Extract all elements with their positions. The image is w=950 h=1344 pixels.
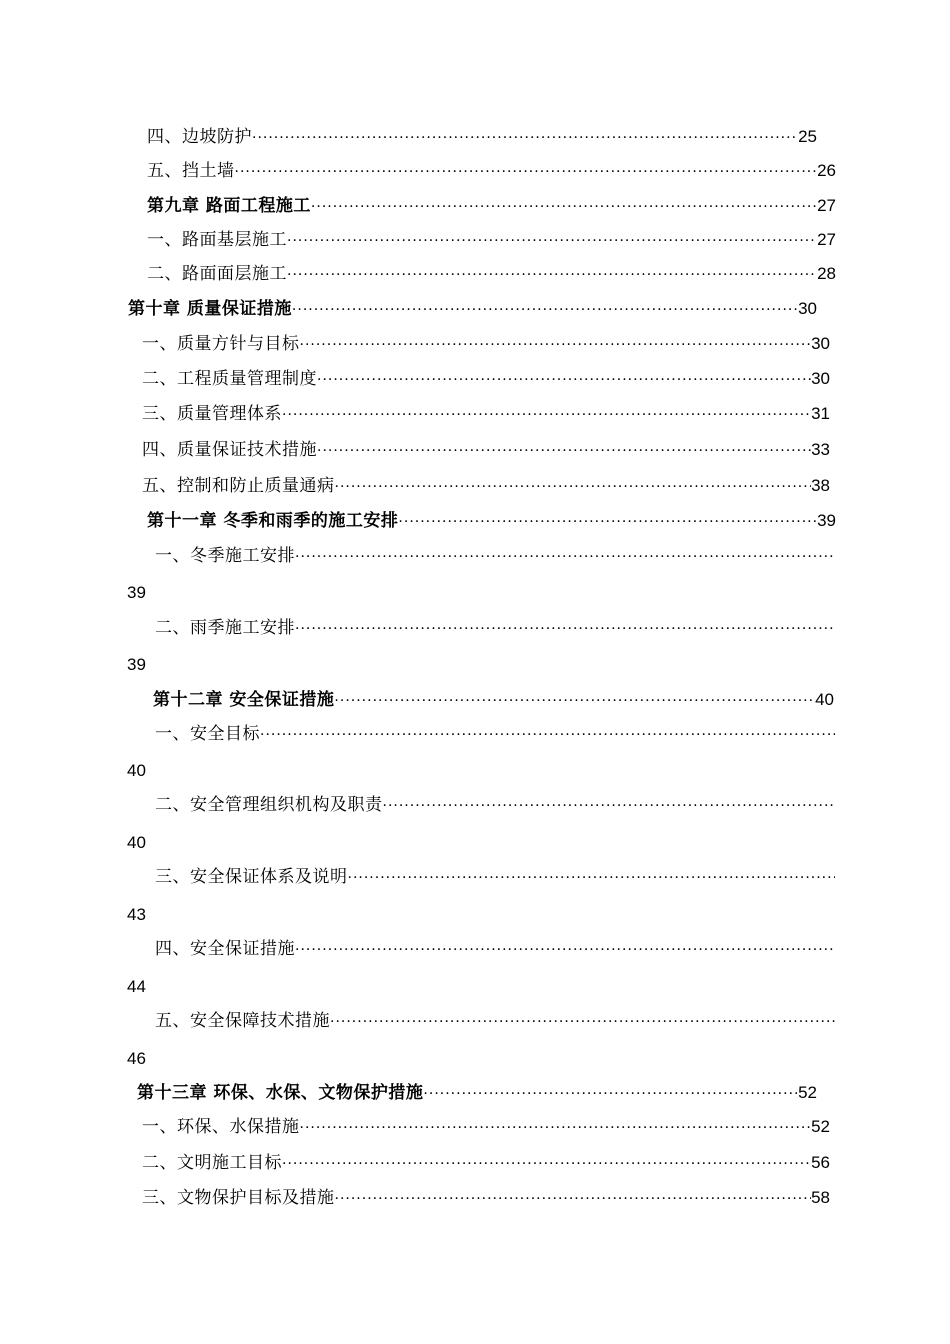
toc-entry <box>155 792 835 818</box>
toc-entry-page: 30 <box>811 334 830 353</box>
toc-entry-page: 31 <box>811 404 830 423</box>
toc-entry <box>147 158 836 184</box>
toc-leader <box>334 688 815 713</box>
toc-leader <box>295 616 835 641</box>
toc-entry <box>155 1008 835 1034</box>
toc-entry <box>155 936 835 962</box>
toc-entry-chapter <box>147 508 836 534</box>
toc-entry-chapter <box>147 193 836 219</box>
toc-entry-title: 四、边坡防护 <box>147 127 252 147</box>
toc-entry-page: 26 <box>817 161 836 180</box>
toc-leader <box>287 262 817 287</box>
toc-entry-page: 33 <box>811 440 830 459</box>
toc-entry-title: 三、安全保证体系及说明 <box>155 867 348 887</box>
toc-entry <box>142 366 830 392</box>
toc-entry-page: 38 <box>811 476 830 495</box>
toc-entry <box>142 331 830 357</box>
toc-entry <box>155 615 835 641</box>
toc-entry <box>142 401 830 427</box>
toc-entry-title: 五、控制和防止质量通病 <box>142 476 335 496</box>
toc-entry-page: 30 <box>798 299 817 318</box>
toc-entry <box>142 473 830 499</box>
toc-entry-title: 四、安全保证措施 <box>155 939 295 959</box>
toc-entry-title: 五、挡土墙 <box>147 161 235 181</box>
toc-entry-chapter <box>137 1080 817 1106</box>
toc-entry <box>147 261 836 287</box>
toc-leader <box>383 793 836 818</box>
toc-entry <box>155 543 835 569</box>
toc-entry-title: 一、安全目标 <box>155 724 260 744</box>
toc-entry <box>142 1185 830 1211</box>
toc-entry <box>155 864 835 890</box>
toc-entry-page: 28 <box>817 264 836 283</box>
toc-entry-title: 二、路面面层施工 <box>147 264 287 284</box>
toc-entry-page: 44 <box>127 977 146 996</box>
toc-leader <box>335 474 812 499</box>
toc-leader <box>330 1009 835 1034</box>
toc-entry-page: 40 <box>815 690 834 709</box>
toc-entry-title: 三、文物保护目标及措施 <box>142 1188 335 1208</box>
toc-leader <box>398 509 817 534</box>
toc-entry-title: 第十三章 环保、水保、文物保护措施 <box>137 1083 424 1103</box>
toc-entry <box>142 1150 830 1176</box>
toc-leader <box>282 402 811 427</box>
toc-entry <box>147 227 836 253</box>
toc-entry-page: 43 <box>127 905 146 924</box>
toc-entry-page: 39 <box>127 583 146 602</box>
toc-entry-title: 一、路面基层施工 <box>147 230 287 250</box>
toc-leader <box>348 865 836 890</box>
toc-entry-title: 二、雨季施工安排 <box>155 618 295 638</box>
toc-entry-title: 第九章 路面工程施工 <box>147 196 311 216</box>
toc-entry-page: 39 <box>127 655 146 674</box>
toc-entry <box>147 124 817 150</box>
toc-leader <box>260 722 835 747</box>
toc-leader <box>235 159 818 184</box>
toc-entry-page: 25 <box>798 127 817 146</box>
toc-leader <box>300 332 812 357</box>
toc-leader <box>292 297 798 322</box>
toc-entry-title: 第十一章 冬季和雨季的施工安排 <box>147 511 399 531</box>
toc-leader <box>295 937 835 962</box>
toc-leader <box>300 1115 812 1140</box>
toc-leader <box>423 1081 798 1106</box>
toc-entry-title: 一、质量方针与目标 <box>142 334 300 354</box>
toc-leader <box>335 1186 812 1211</box>
toc-leader <box>317 367 811 392</box>
toc-leader <box>282 1151 811 1176</box>
toc-entry-page: 27 <box>817 230 836 249</box>
toc-leader <box>252 125 798 150</box>
toc-entry-title: 第十二章 安全保证措施 <box>153 690 335 710</box>
toc-leader <box>317 438 811 463</box>
toc-entry-page: 40 <box>127 761 146 780</box>
toc-entry-title: 三、质量管理体系 <box>142 404 282 424</box>
toc-entry-title: 二、文明施工目标 <box>142 1153 282 1173</box>
toc-entry-page: 58 <box>811 1188 830 1207</box>
toc-entry-chapter <box>128 296 817 322</box>
toc-entry-page: 27 <box>817 196 836 215</box>
toc-entry <box>142 437 830 463</box>
toc-entry-title: 五、安全保障技术措施 <box>155 1011 330 1031</box>
toc-entry-title: 一、环保、水保措施 <box>142 1117 300 1137</box>
toc-entry-title: 二、安全管理组织机构及职责 <box>155 795 383 815</box>
toc-entry-page: 40 <box>127 833 146 852</box>
toc-entry-title: 二、工程质量管理制度 <box>142 369 317 389</box>
toc-entry-page: 46 <box>127 1049 146 1068</box>
toc-entry-page: 52 <box>798 1083 817 1102</box>
toc-entry-chapter <box>153 687 834 713</box>
toc-entry-title: 四、质量保证技术措施 <box>142 440 317 460</box>
toc-leader <box>295 544 835 569</box>
toc-entry-page: 39 <box>817 511 836 530</box>
toc-entry-page: 52 <box>811 1117 830 1136</box>
toc-entry-page: 56 <box>811 1153 830 1172</box>
toc-entry-page: 30 <box>811 369 830 388</box>
toc-entry <box>155 721 835 747</box>
toc-entry-title: 第十章 质量保证措施 <box>128 299 292 319</box>
toc-entry-title: 一、冬季施工安排 <box>155 546 295 566</box>
toc-entry <box>142 1114 830 1140</box>
toc-leader <box>311 194 817 219</box>
toc-leader <box>287 228 817 253</box>
